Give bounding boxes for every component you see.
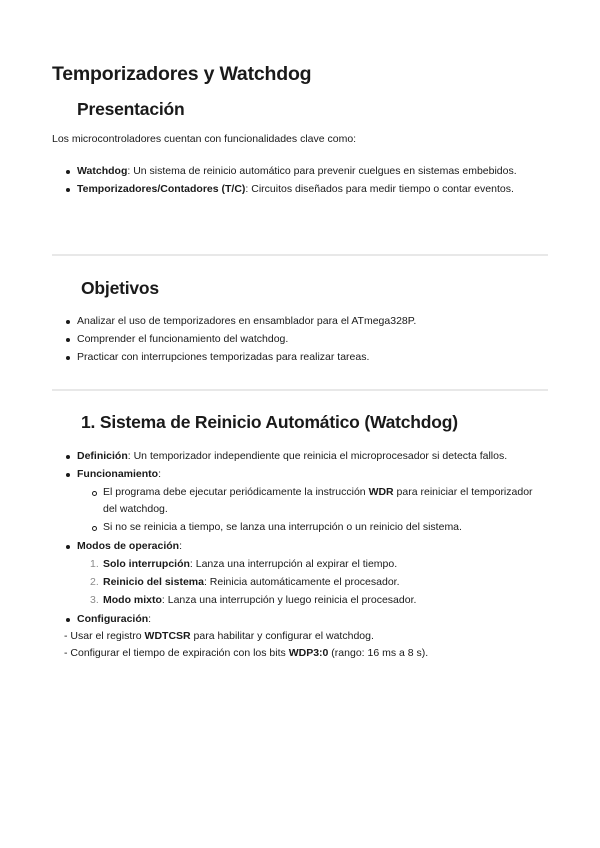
colon: : xyxy=(158,468,162,480)
list-item-configuracion xyxy=(64,611,548,662)
item-text: : Reinicia automáticamente el procesador. xyxy=(203,576,400,588)
funcionamiento-sublist xyxy=(90,484,548,536)
list-item-definicion xyxy=(64,448,548,465)
term-label: Definición xyxy=(77,450,128,462)
item-text: : Un temporizador independiente que reinicia el microprocesador si detecta fallos. xyxy=(127,450,508,462)
item-number: 3. xyxy=(90,594,99,606)
section-heading-presentacion: Presentación xyxy=(77,99,185,119)
term-label: Funcionamiento xyxy=(77,468,159,480)
section-divider xyxy=(52,389,548,391)
ordered-item xyxy=(90,574,548,591)
presentacion-list xyxy=(64,163,524,199)
colon: : xyxy=(179,540,183,552)
term-label: Temporizadores/Contadores (T/C) xyxy=(77,183,246,195)
config-line-2 xyxy=(64,645,548,662)
ordered-item xyxy=(90,592,548,609)
list-item: Practicar con interrupciones temporizadas para realizar tareas. xyxy=(64,349,524,366)
objetivos-list xyxy=(64,313,524,367)
bits-name: WDP3:0 xyxy=(288,647,329,659)
modos-ordered-list xyxy=(90,556,548,609)
item-text: : Lanza una interrupción y luego reinicia el procesador. xyxy=(161,594,417,606)
item-text: (rango: 16 ms a 8 s). xyxy=(328,647,429,659)
item-number: 2. xyxy=(90,576,99,588)
instruction-name: WDR xyxy=(368,486,394,498)
list-item xyxy=(64,181,524,198)
item-text: El programa debe ejecutar periódicamente la instrucción xyxy=(103,486,369,498)
item-text: : Un sistema de reinicio automático para prevenir cuelgues en sistemas embebidos. xyxy=(127,165,517,177)
term-label: Watchdog xyxy=(77,165,128,177)
term-label: Configuración xyxy=(77,613,149,625)
term-label: Reinicio del sistema xyxy=(103,576,204,588)
sublist-item xyxy=(90,519,548,536)
item-text: - Configurar el tiempo de expiración con los bits xyxy=(64,647,289,659)
item-text: Si no se reinicia a tiempo, se lanza una interrupción o un reinicio del sistema. xyxy=(103,521,462,533)
term-label: Solo interrupción xyxy=(103,558,190,570)
item-number: 1. xyxy=(90,558,99,570)
document-title: Temporizadores y Watchdog xyxy=(52,63,312,85)
list-item-modos xyxy=(64,538,548,609)
register-name: WDTCSR xyxy=(144,630,191,642)
watchdog-list xyxy=(64,448,548,663)
item-text: : Lanza una interrupción al expirar el tiempo. xyxy=(189,558,398,570)
section-heading-watchdog: 1. Sistema de Reinicio Automático (Watchdog) xyxy=(81,412,458,432)
colon: : xyxy=(148,613,152,625)
list-item: Comprender el funcionamiento del watchdog. xyxy=(64,331,524,348)
item-text: para reiniciar el temporizador del watchdog. xyxy=(103,486,533,515)
list-item xyxy=(64,163,524,180)
section-divider xyxy=(52,254,548,256)
sublist-item xyxy=(90,484,548,518)
config-line-1 xyxy=(64,628,548,645)
term-label: Modos de operación xyxy=(77,540,180,552)
term-label: Modo mixto xyxy=(103,594,162,606)
item-text: para habilitar y configurar el watchdog. xyxy=(190,630,374,642)
ordered-item xyxy=(90,556,548,573)
item-text: : Circuitos diseñados para medir tiempo o contar eventos. xyxy=(245,183,514,195)
section-heading-objetivos: Objetivos xyxy=(81,278,159,298)
item-text: - Usar el registro xyxy=(64,630,145,642)
list-item: Analizar el uso de temporizadores en ensamblador para el ATmega328P. xyxy=(64,313,524,330)
intro-paragraph: Los microcontroladores cuentan con funcionalidades clave como: xyxy=(52,133,357,145)
list-item-funcionamiento xyxy=(64,466,548,536)
